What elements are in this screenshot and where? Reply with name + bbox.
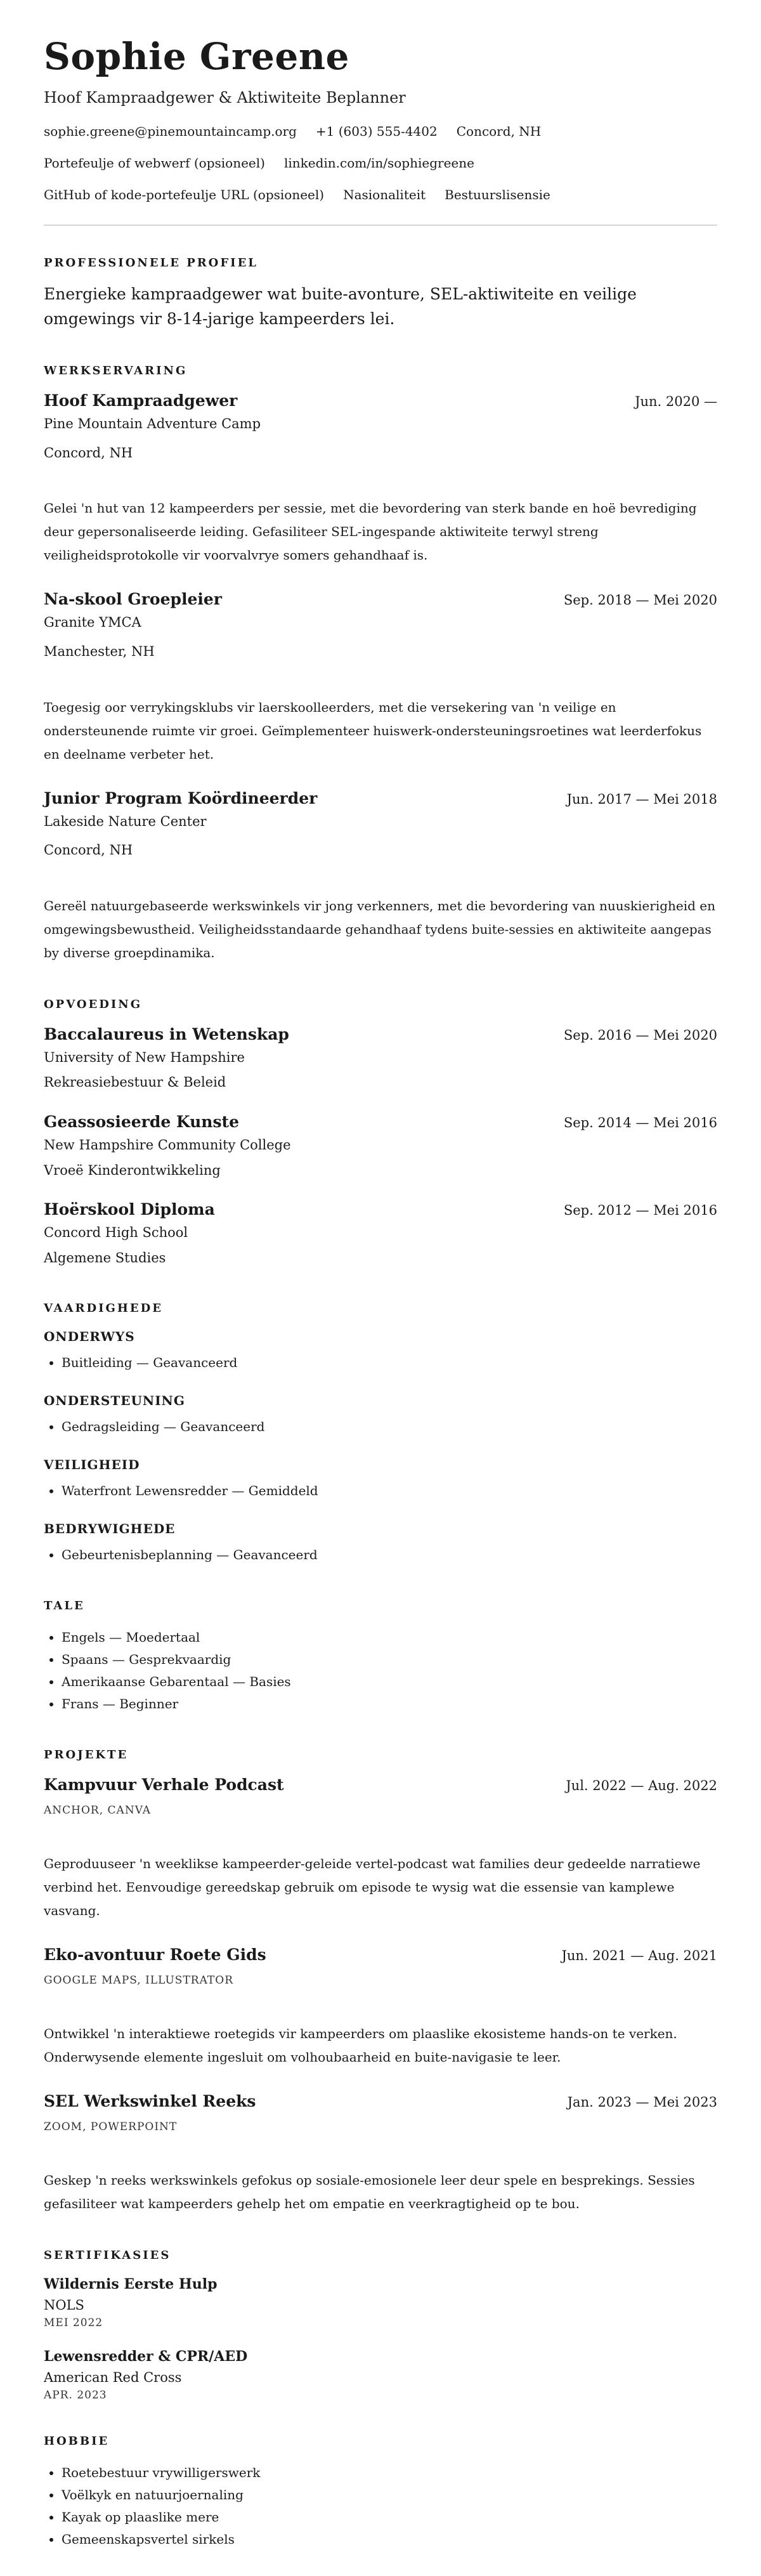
degree-title: Hoërskool Diploma (44, 1200, 215, 1219)
profile-summary: Energieke kampraadgewer wat buite-avonture, SEL-aktiwiteite en veilige omgewings vir 8-14-jarige kampeerders lei. (44, 284, 637, 328)
education-entry (44, 1200, 717, 1269)
certifications-heading: SERTIFIKASIES (44, 2249, 171, 2263)
contact-row-primary (44, 122, 717, 141)
school-name: Concord High School (44, 1225, 188, 1241)
entry-header (44, 1945, 717, 1964)
field-of-study: Vroeë Kinderontwikkeling (44, 1162, 221, 1178)
certifications-section (44, 2249, 717, 2402)
education-entry (44, 1025, 717, 1094)
language-item: • Frans — Beginner (62, 1693, 717, 1715)
job-description: Gelei 'n hut van 12 kampeerders per sessie, met die bevordering van sterk bande en hoë bevrediging deur gepersonaliseerde leiding. Gefasiliteer SEL-ingespande aktiwiteite terwyl streng veiligheidsprotokolle vir voorvalvrye somers gehandhaaf is. (44, 500, 697, 563)
location-text: Concord, NH (456, 123, 542, 139)
certification-date: MEI 2022 (44, 2317, 103, 2330)
project-description: Geskep 'n reeks werkswinkels gefokus op sosiale-emosionele leer deur spele en besprekings. Sessies gefasiliteer wat kampeerders gehelp het om empatie en veerkragtigheid op te bou. (44, 2173, 695, 2212)
profile-heading: PROFESSIONELE PROFIEL (44, 256, 258, 270)
project-tools: GOOGLE MAPS, ILLUSTRATOR (44, 1974, 234, 1987)
languages-heading: TALE (44, 1599, 85, 1613)
project-description: Ontwikkel 'n interaktiewe roetegids vir kampeerders om plaaslike ekosisteme hands-on te verken. Onderwysende elemente ingesluit om volhoubaarheid en buite-navigasie te leer. (44, 2026, 677, 2065)
employer-name: Lakeside Nature Center (44, 813, 207, 829)
project-description: Geproduuseer 'n weeklikse kampeerder-geleide vertel-podcast wat families deur gedeelde narratiewe verbind het. Eenvoudige gereedskap gebruik om episode te wysig wat die essensie van kamplewe vasvang. (44, 1856, 701, 1919)
project-dates: Jun. 2021 — Aug. 2021 (561, 1948, 717, 1964)
skill-item: • Waterfront Lewensredder — Gemiddeld (62, 1480, 717, 1502)
certification-issuer: NOLS (44, 2298, 84, 2313)
hobby-item: • Roetebestuur vrywilligerswerk (62, 2462, 717, 2484)
candidate-name: Sophie Greene (44, 35, 349, 78)
languages-section (44, 1599, 717, 1715)
email-link[interactable]: sophie.greene@pinemountaincamp.org (44, 123, 297, 139)
project-title: SEL Werkswinkel Reeks (44, 2092, 256, 2111)
field-of-study: Algemene Studies (44, 1250, 166, 1265)
project-entry (44, 2092, 717, 2216)
degree-title: Baccalaureus in Wetenskap (44, 1024, 289, 1043)
language-item: • Spaans — Gesprekvaardig (62, 1649, 717, 1671)
experience-entry (44, 789, 717, 965)
skill-category: ONDERSTEUNING (44, 1393, 185, 1409)
certification-name: Lewensredder & CPR/AED (44, 2348, 248, 2365)
employer-name: Pine Mountain Adventure Camp (44, 416, 261, 432)
certification-issuer: American Red Cross (44, 2370, 182, 2386)
job-title: Hoof Kampraadgewer (44, 391, 238, 410)
project-title: Kampvuur Verhale Podcast (44, 1775, 284, 1795)
skill-list (44, 1416, 717, 1438)
hobby-item: • Voëlkyk en natuurjoernaling (62, 2484, 717, 2506)
entry-header (44, 1113, 717, 1131)
nationality-text: Nasionaliteit (343, 186, 426, 202)
job-dates: Jun. 2017 — Mei 2018 (566, 791, 717, 807)
project-entry (44, 1945, 717, 2069)
github-link[interactable]: GitHub of kode-portefeulje URL (opsioneel) (44, 186, 325, 202)
degree-title: Geassosieerde Kunste (44, 1113, 239, 1132)
employer-name: Granite YMCA (44, 615, 141, 631)
skills-section (44, 1302, 717, 1566)
education-entry (44, 1113, 717, 1181)
contact-row-links (44, 154, 717, 173)
project-tools: ANCHOR, CANVA (44, 1804, 152, 1817)
certification-entry (44, 2276, 717, 2329)
project-dates: Jan. 2023 — Mei 2023 (567, 2095, 717, 2110)
certification-date: APR. 2023 (44, 2389, 107, 2402)
job-dates: Sep. 2018 — Mei 2020 (563, 592, 717, 608)
hobby-item: • Kayak op plaaslike mere (62, 2506, 717, 2528)
portfolio-link[interactable]: Portefeulje of webwerf (opsioneel) (44, 155, 265, 171)
skill-item: • Buitleiding — Geavanceerd (62, 1352, 717, 1374)
skill-category: BEDRYWIGHEDE (44, 1521, 176, 1537)
skill-list (44, 1544, 717, 1566)
job-title: Na-skool Groepleier (44, 590, 222, 609)
entry-header (44, 1200, 717, 1219)
projects-heading: PROJEKTE (44, 1748, 129, 1762)
skill-item: • Gebeurtenisbeplanning — Geavanceerd (62, 1544, 717, 1566)
candidate-headline: Hoof Kampraadgewer & Aktiwiteite Beplanner (44, 88, 406, 107)
hobby-item: • Gemeenskapsvertel sirkels (62, 2528, 717, 2551)
skill-category: VEILIGHEID (44, 1457, 140, 1473)
job-description: Gereël natuurgebaseerde werkswinkels vir jong verkenners, met die bevordering van nuuskierigheid en omgewingsbewustheid. Veiligheidsstandaarde gehandhaaf tydens buite-sessies en aktiwiteite aangepas by diverse groepdinamika. (44, 898, 716, 960)
job-dates: Jun. 2020 — (635, 394, 717, 410)
hobbies-section (44, 2435, 717, 2551)
entry-header (44, 1775, 717, 1794)
school-name: New Hampshire Community College (44, 1137, 291, 1153)
job-description: Toegesig oor verrykingsklubs vir laerskoolleerders, met die versekering van 'n veilige en ondersteunende ruimte vir groei. Geïmplementeer huiswerk-ondersteuningsroetines wat leerderfokus en deelname verbeter het. (44, 699, 702, 762)
projects-section (44, 1748, 717, 2216)
education-dates: Sep. 2016 — Mei 2020 (563, 1027, 717, 1043)
field-of-study: Rekreasiebestuur & Beleid (44, 1075, 226, 1090)
language-item: • Engels — Moedertaal (62, 1626, 717, 1649)
hobbies-heading: HOBBIE (44, 2435, 110, 2449)
contact-row-extra (44, 185, 717, 204)
job-location: Concord, NH (44, 445, 133, 461)
skills-heading: VAARDIGHEDE (44, 1302, 163, 1316)
project-dates: Jul. 2022 — Aug. 2022 (566, 1778, 717, 1794)
phone-number[interactable]: +1 (603) 555-4402 (315, 123, 438, 139)
project-title: Eko-avontuur Roete Gids (44, 1945, 266, 1965)
project-tools: ZOOM, POWERPOINT (44, 2121, 178, 2134)
education-dates: Sep. 2012 — Mei 2016 (563, 1203, 717, 1219)
skill-item: • Gedragsleiding — Geavanceerd (62, 1416, 717, 1438)
entry-header (44, 590, 717, 608)
entry-header (44, 391, 717, 410)
skill-list (44, 1480, 717, 1502)
experience-entry (44, 590, 717, 766)
language-list (44, 1626, 717, 1715)
education-heading: OPVOEDING (44, 997, 143, 1011)
job-location: Concord, NH (44, 842, 133, 858)
certification-name: Wildernis Eerste Hulp (44, 2276, 218, 2293)
header-divider (44, 225, 717, 226)
resume-header (44, 37, 717, 204)
linkedin-link[interactable]: linkedin.com/in/sophiegreene (283, 155, 474, 171)
entry-header (44, 1025, 717, 1043)
profile-section (44, 256, 717, 332)
certification-entry (44, 2348, 717, 2402)
entry-header (44, 789, 717, 807)
hobby-list (44, 2462, 717, 2551)
job-location: Manchester, NH (44, 644, 155, 660)
language-item: • Amerikaanse Gebarentaal — Basies (62, 1671, 717, 1693)
education-section (44, 998, 717, 1269)
entry-header (44, 2092, 717, 2110)
skill-list (44, 1352, 717, 1374)
license-text: Bestuurslisensie (445, 186, 550, 202)
job-title: Junior Program Koördineerder (44, 788, 318, 807)
experience-heading: WERKSERVARING (44, 364, 188, 378)
skill-category: ONDERWYS (44, 1329, 135, 1345)
education-dates: Sep. 2014 — Mei 2016 (563, 1115, 717, 1131)
project-entry (44, 1775, 717, 1923)
experience-entry (44, 391, 717, 567)
experience-section (44, 364, 717, 965)
school-name: University of New Hampshire (44, 1049, 245, 1065)
